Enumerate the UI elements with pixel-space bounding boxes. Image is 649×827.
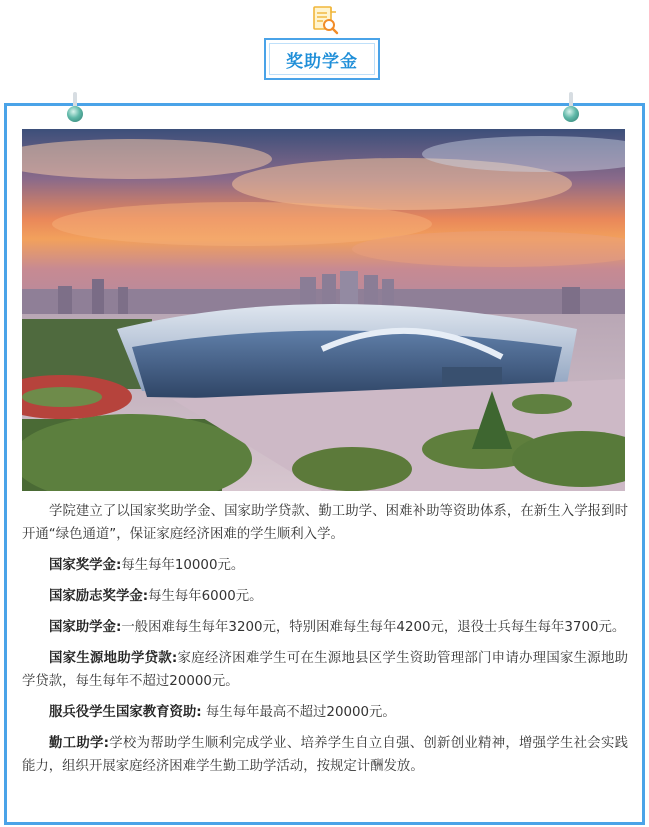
item-text: 每生每年6000元。 bbox=[148, 589, 263, 604]
pin-icon bbox=[67, 92, 83, 126]
item-text: 一般困难每生每年3200元，特别困难每生每年4200元，退役士兵每生每年3700元。 bbox=[121, 620, 626, 635]
item-text: 每生每年最高不超过20000元。 bbox=[201, 705, 396, 720]
intro-paragraph: 学院建立了以国家奖助学金、国家助学贷款、勤工助学、困难补助等资助体系，在新生入学报到时开通“绿色通道”，保证家庭经济困难的学生顺利入学。 bbox=[22, 504, 628, 542]
pin-icon bbox=[563, 92, 579, 126]
item-label: 勤工助学: bbox=[49, 736, 109, 751]
page-title: 奖助学金 bbox=[286, 51, 358, 72]
list-item bbox=[22, 647, 628, 693]
list-item bbox=[22, 616, 628, 639]
item-label: 国家奖学金: bbox=[49, 558, 122, 573]
document-search-icon bbox=[308, 4, 340, 36]
list-item bbox=[22, 554, 628, 577]
section-title-box bbox=[264, 38, 380, 80]
item-text: 每生每年10000元。 bbox=[121, 558, 245, 573]
item-label: 国家助学金: bbox=[49, 620, 122, 635]
list-item bbox=[22, 701, 628, 724]
article-body bbox=[22, 500, 628, 786]
item-text: 学校为帮助学生顺利完成学业、培养学生自立自强、创新创业精神，增强学生社会实践能力，组织开展家庭经济困难学生勤工助学活动，按规定计酬发放。 bbox=[22, 736, 629, 774]
item-label: 国家生源地助学贷款: bbox=[49, 651, 178, 666]
item-text: 家庭经济困难学生可在生源地县区学生资助管理部门申请办理国家生源地助学贷款，每生每年不超过20000元。 bbox=[22, 651, 628, 689]
list-item bbox=[22, 585, 628, 608]
list-item bbox=[22, 732, 628, 778]
campus-gymnasium-photo bbox=[22, 129, 625, 491]
item-label: 国家励志奖学金: bbox=[49, 589, 149, 604]
item-label: 服兵役学生国家教育资助: bbox=[49, 705, 202, 720]
